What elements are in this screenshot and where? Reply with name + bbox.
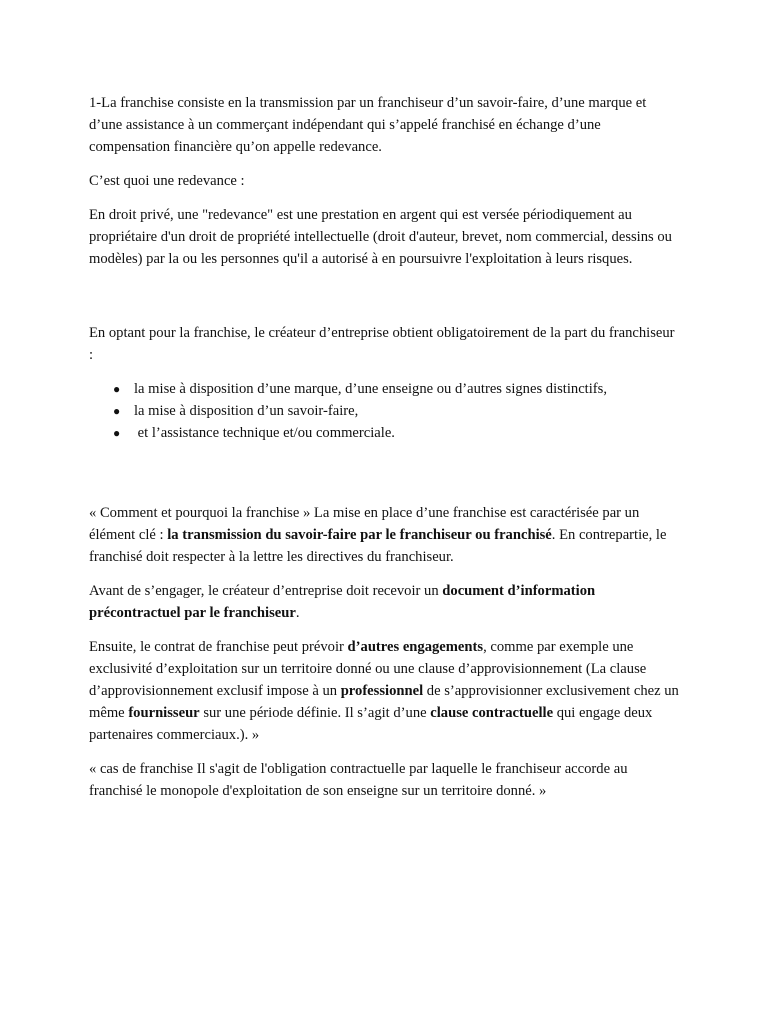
text-run: Avant de s’engager, le créateur d’entreprise doit recevoir un: [89, 583, 443, 599]
list-item-text: et l’assistance technique et/ou commerciale.: [134, 425, 395, 441]
bold-text: clause contractuelle: [430, 705, 554, 721]
text-run: sur une période définie. Il s’agit d’une: [199, 705, 431, 721]
list-item-text: la mise à disposition d’un savoir-faire,: [134, 403, 359, 419]
bullet-icon: ●: [113, 404, 121, 418]
text-run: « Comment et pourquoi la franchise » La mise en place d’une franchise est caractérisée par un élément clé :: [89, 505, 640, 543]
text-run: qui engage deux partenaires commerciaux.). »: [89, 705, 653, 743]
bold-text: d’autres engagements: [347, 639, 484, 655]
bold-text: fournisseur: [128, 705, 200, 721]
paragraph-definition: 1-La franchise consiste en la transmission par un franchiseur d’un savoir-faire, d’une marque et d’une assistance à un commerçant indépendant qui s’appelé franchisé en échange d’une compensation financière qu’on appelle redevance.: [89, 95, 647, 155]
paragraph-redevance: En droit privé, une "redevance" est une prestation en argent qui est versée périodiquement au propriétaire d'un droit de propriété intellectuelle (droit d'auteur, brevet, nom commercial, dessins ou modèles) par la ou les personnes qu'il a autorisé à en poursuivre l'exploitation à leurs risques.: [89, 207, 672, 267]
paragraph-avant-engager: [89, 580, 679, 624]
paragraph-obligations-intro: En optant pour la franchise, le créateur d’entreprise obtient obligatoirement de la part du franchiseur :: [89, 325, 675, 363]
bold-text: document d’information précontractuel par le franchiseur: [89, 583, 596, 621]
text-run: de s’approvisionner exclusivement chez un même: [89, 683, 679, 721]
document-page: [89, 92, 679, 802]
bold-text: la transmission du savoir-faire par le franchiseur ou franchisé: [167, 527, 552, 543]
text-run: , comme par exemple une exclusivité d’exploitation sur un territoire donné ou une clause d’approvisionnement (La clause d’approvisionnement exclusif impose à un: [89, 639, 647, 699]
text-run: . En contrepartie, le franchisé doit respecter à la lettre les directives du franchiseur.: [89, 527, 667, 565]
text-run: Ensuite, le contrat de franchise peut prévoir: [89, 639, 348, 655]
paragraph-engagements: [89, 636, 679, 746]
bullet-icon: ●: [113, 382, 121, 396]
paragraph-question: C’est quoi une redevance :: [89, 173, 245, 189]
obligations-list: [89, 378, 679, 444]
list-item: [89, 422, 679, 444]
text-run: .: [295, 605, 300, 621]
bold-text: professionnel: [340, 683, 424, 699]
paragraph-comment-pourquoi: [89, 502, 679, 568]
list-item: [89, 400, 679, 422]
list-item-text: la mise à disposition d’une marque, d’une enseigne ou d’autres signes distinctifs,: [134, 381, 607, 397]
list-item: [89, 378, 679, 400]
paragraph-cas-franchise: « cas de franchise Il s'agit de l'obligation contractuelle par laquelle le franchiseur accorde au franchisé le monopole d'exploitation de son enseigne sur un territoire donné. »: [89, 761, 628, 799]
bullet-icon: ●: [113, 426, 121, 440]
